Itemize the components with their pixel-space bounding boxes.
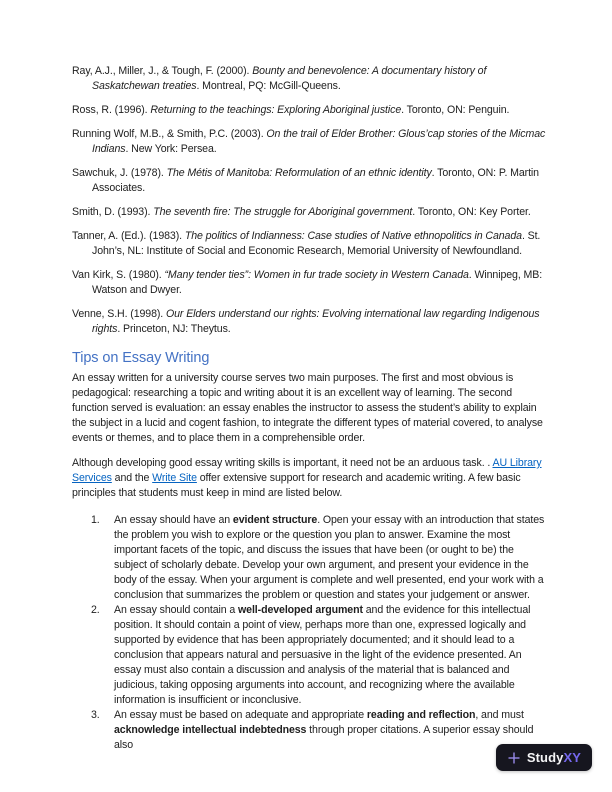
- text-segment: Running Wolf, M.B., & Smith, P.C. (2003).: [72, 128, 267, 140]
- list-item: [72, 603, 546, 708]
- text-segment: Sawchuk, J. (1978).: [72, 167, 167, 179]
- text-segment: On the trail of Elder Brother: Glous’cap stories of the Micmac Indians: [92, 128, 546, 155]
- text-segment: An essay should contain a: [114, 604, 239, 616]
- text-segment: . St. John’s, NL: Institute of Social and Economic Research, Memorial University of Newfoundland.: [92, 230, 541, 257]
- text-segment: The Métis of Manitoba: Reformulation of an ethnic identity: [166, 167, 432, 179]
- text-segment: The seventh fire: The struggle for Aboriginal government: [153, 206, 413, 218]
- text-segment: Bounty and benevolence: A documentary history of Saskatchewan treaties: [92, 65, 487, 92]
- references-list: [72, 64, 546, 337]
- text-segment: , and must: [475, 709, 524, 721]
- list-item-number: 2.: [91, 604, 100, 616]
- document-content: [72, 64, 546, 753]
- text-segment: Although developing good essay writing skills is important, it need not be an arduous task. .: [72, 457, 493, 469]
- text-segment: Ross, R. (1996).: [72, 104, 151, 116]
- list-item: [72, 708, 546, 753]
- text-segment: An essay must be based on adequate and appropriate: [114, 709, 367, 721]
- section-heading: Tips on Essay Writing: [72, 350, 210, 366]
- support-paragraph: [72, 456, 546, 501]
- text-segment: Returning to the teachings: Exploring Aboriginal justice: [150, 104, 402, 116]
- text-segment: and the evidence for this intellectual position. It should contain a point of view, perhaps more than one, expressed logically and supported by evidence that has been appropriately documented; and it should lead to a conclusion that appears natural and persuasive in the light of the evidence presented. An essay must also contain a discussion and analysis of the material that is balanced and judicious, taking opposing arguments into account, and recognizing where the available information is insufficient or inconclusive.: [114, 604, 531, 706]
- text-segment: well-developed argument: [238, 604, 363, 616]
- list-item-text: [114, 513, 546, 603]
- list-item-text: [114, 708, 546, 753]
- text-segment: . Princeton, NJ: Theytus.: [117, 323, 231, 335]
- reference-entry: [72, 127, 546, 157]
- text-segment: . Toronto, ON: P. Martin Associates.: [92, 167, 539, 194]
- text-segment: Ray, A.J., Miller, J., & Tough, F. (2000).: [72, 65, 253, 77]
- brand-primary-text: Study: [526, 750, 564, 765]
- text-segment: “Many tender ties”: Women in fur trade society in Western Canada: [164, 269, 469, 281]
- reference-entry: [72, 103, 546, 118]
- text-segment: Tanner, A. (Ed.). (1983).: [72, 230, 185, 242]
- list-item-text: [114, 603, 546, 708]
- text-segment: Smith, D. (1993).: [72, 206, 154, 218]
- brand-accent-text: XY: [563, 750, 581, 765]
- text-segment: acknowledge intellectual indebtedness: [114, 724, 307, 736]
- reference-entry: [72, 229, 546, 259]
- essay-tips-list: [72, 513, 546, 753]
- text-segment: Van Kirk, S. (1980).: [72, 269, 165, 281]
- list-item-number: 3.: [91, 709, 100, 721]
- text-segment: . Toronto, ON: Key Porter.: [412, 206, 531, 218]
- text-segment: evident structure: [232, 514, 318, 526]
- text-segment: through proper citations. A superior essay should also: [114, 724, 534, 751]
- text-segment: . Open your essay with an introduction that states the problem you wish to explore or the question you plan to answer. Examine the most important facets of the topic, and discuss the issues that have been (or ought to be) the subject of scholarly debate. Develop your own argument, and present your evidence in the body of the essay. When your argument is complete and well presented, end your work with a conclusion that summarizes the problem or question and states your judgement or answer.: [114, 514, 545, 601]
- text-segment: . Montreal, PQ: McGill-Queens.: [196, 80, 341, 92]
- text-segment: Venne, S.H. (1998).: [72, 308, 166, 320]
- reference-entry: [72, 166, 546, 196]
- reference-entry: [72, 205, 546, 220]
- brand-wordmark: [527, 750, 581, 765]
- reference-entry: [72, 307, 546, 337]
- intro-paragraph: An essay written for a university course serves two main purposes. The first and most obvious is pedagogical: researching a topic and writing about it is an excellent way of learning. The second function served is evaluation: an essay enables the instructor to assess the student’s ability to explain the subject in a lucid and cogent fashion, to integrate the different types of material covered, to analyse events or themes, and to place them in a comprehensible order.: [72, 372, 543, 444]
- reference-entry: [72, 64, 546, 94]
- text-segment: . New York: Persea.: [125, 143, 217, 155]
- reference-entry: [72, 268, 546, 298]
- text-segment: . Winnipeg, MB: Watson and Dwyer.: [92, 269, 543, 296]
- text-segment: . Toronto, ON: Penguin.: [401, 104, 510, 116]
- studyxy-logo: [496, 744, 592, 771]
- text-segment: offer extensive support for research and academic writing. A few basic principles that students must keep in mind are listed below.: [72, 472, 521, 499]
- text-segment: An essay should have an: [114, 514, 233, 526]
- au-library-services-link[interactable]: AU Library Services: [72, 457, 542, 484]
- text-segment: reading and reflection: [366, 709, 476, 721]
- text-segment: and the: [111, 472, 153, 484]
- text-segment: Our Elders understand our rights: Evolving international law regarding Indigenous rights: [92, 308, 540, 335]
- list-item: [72, 513, 546, 603]
- write-site-link[interactable]: Write Site: [152, 472, 197, 484]
- plus-icon: [507, 751, 521, 765]
- list-item-number: 1.: [91, 514, 100, 526]
- text-segment: The politics of Indianness: Case studies of Native ethnopolitics in Canada: [184, 230, 522, 242]
